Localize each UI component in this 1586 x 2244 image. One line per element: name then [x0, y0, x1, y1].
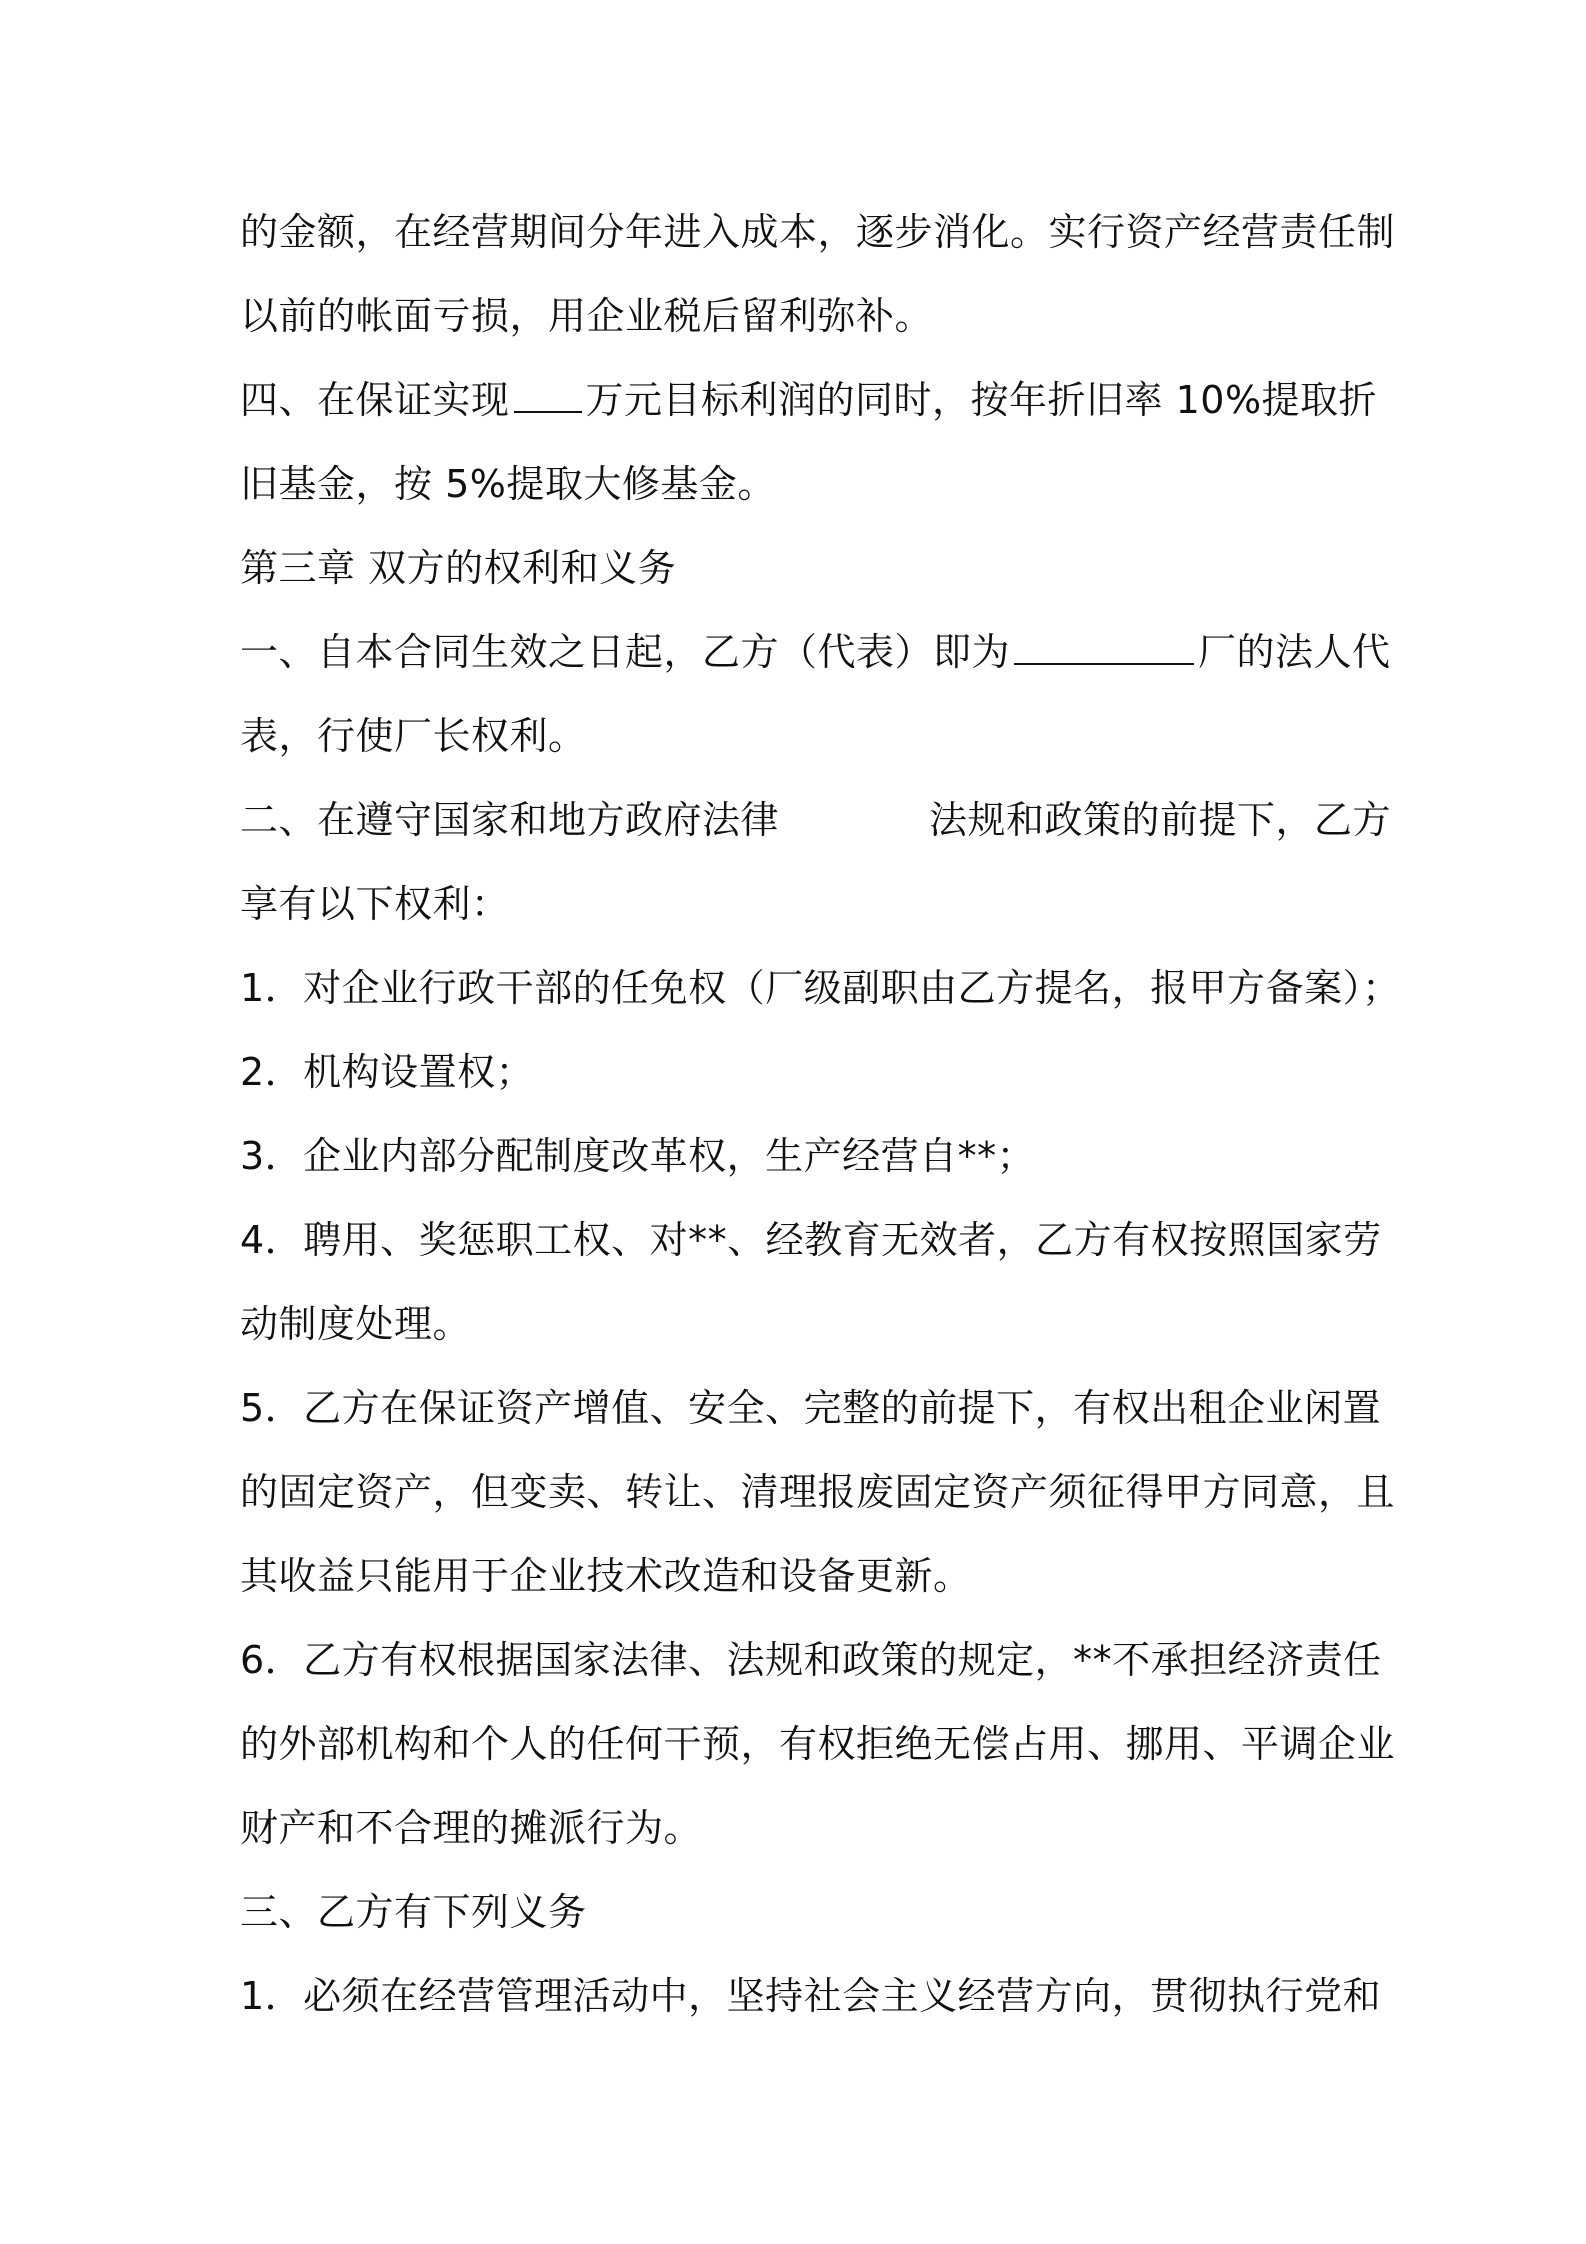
text-line: 的外部机构和个人的任何干预，有权拒绝无偿占用、挪用、平调企业: [240, 1722, 1396, 1766]
document-page: [240, 190, 1401, 2038]
text-line: 其收益只能用于企业技术改造和设备更新。: [240, 1554, 972, 1598]
text-line: 享有以下权利：: [240, 882, 510, 926]
text-line: 表，行使厂长权利。: [240, 714, 587, 758]
text-segment: 法规和政策的前提下，乙方: [929, 798, 1392, 842]
fill-in-blank[interactable]: [514, 371, 582, 413]
list-item: 4．聘用、奖惩职工权、对**、经教育无效者，乙方有权按照国家劳: [240, 1218, 1382, 1262]
text-line: 的固定资产，但变卖、转让、清理报废固定资产须征得甲方同意，且: [240, 1470, 1396, 1514]
text-line-with-gap: [240, 778, 1392, 862]
fill-in-blank[interactable]: [1014, 623, 1194, 665]
list-item: 3．企业内部分配制度改革权，生产经营自**；: [240, 1134, 1036, 1178]
text-line-with-blank: [240, 610, 1391, 694]
text-line: 动制度处理。: [240, 1302, 472, 1346]
chapter-heading: 第三章 双方的权利和义务: [240, 546, 677, 590]
text-segment: 一、自本合同生效之日起，乙方（代表）即为: [240, 630, 1011, 674]
text-line: 的金额，在经营期间分年进入成本，逐步消化。实行资产经营责任制: [240, 210, 1396, 254]
text-line: 财产和不合理的摊派行为。: [240, 1806, 703, 1850]
list-item: 6．乙方有权根据国家法律、法规和政策的规定，**不承担经济责任: [240, 1638, 1382, 1682]
text-segment: 二、在遵守国家和地方政府法律: [240, 798, 780, 842]
text-line: 以前的帐面亏损，用企业税后留利弥补。: [240, 294, 934, 338]
list-item: 2．机构设置权；: [240, 1050, 535, 1094]
text-segment: 万元目标利润的同时，按年折旧率 10%提取折: [585, 378, 1378, 422]
section-heading: 三、乙方有下列义务: [240, 1890, 587, 1934]
list-item: 5．乙方在保证资产增值、安全、完整的前提下，有权出租企业闲置: [240, 1386, 1382, 1430]
text-segment: 厂的法人代: [1198, 630, 1391, 674]
text-segment: 四、在保证实现: [240, 378, 510, 422]
list-item: 1．必须在经营管理活动中，坚持社会主义经营方向，贯彻执行党和: [240, 1974, 1382, 2018]
list-item: 1．对企业行政干部的任免权（厂级副职由乙方提名，报甲方备案）；: [240, 966, 1401, 1010]
text-line: 旧基金，按 5%提取大修基金。: [240, 462, 776, 506]
text-line-with-blank: [240, 358, 1378, 442]
